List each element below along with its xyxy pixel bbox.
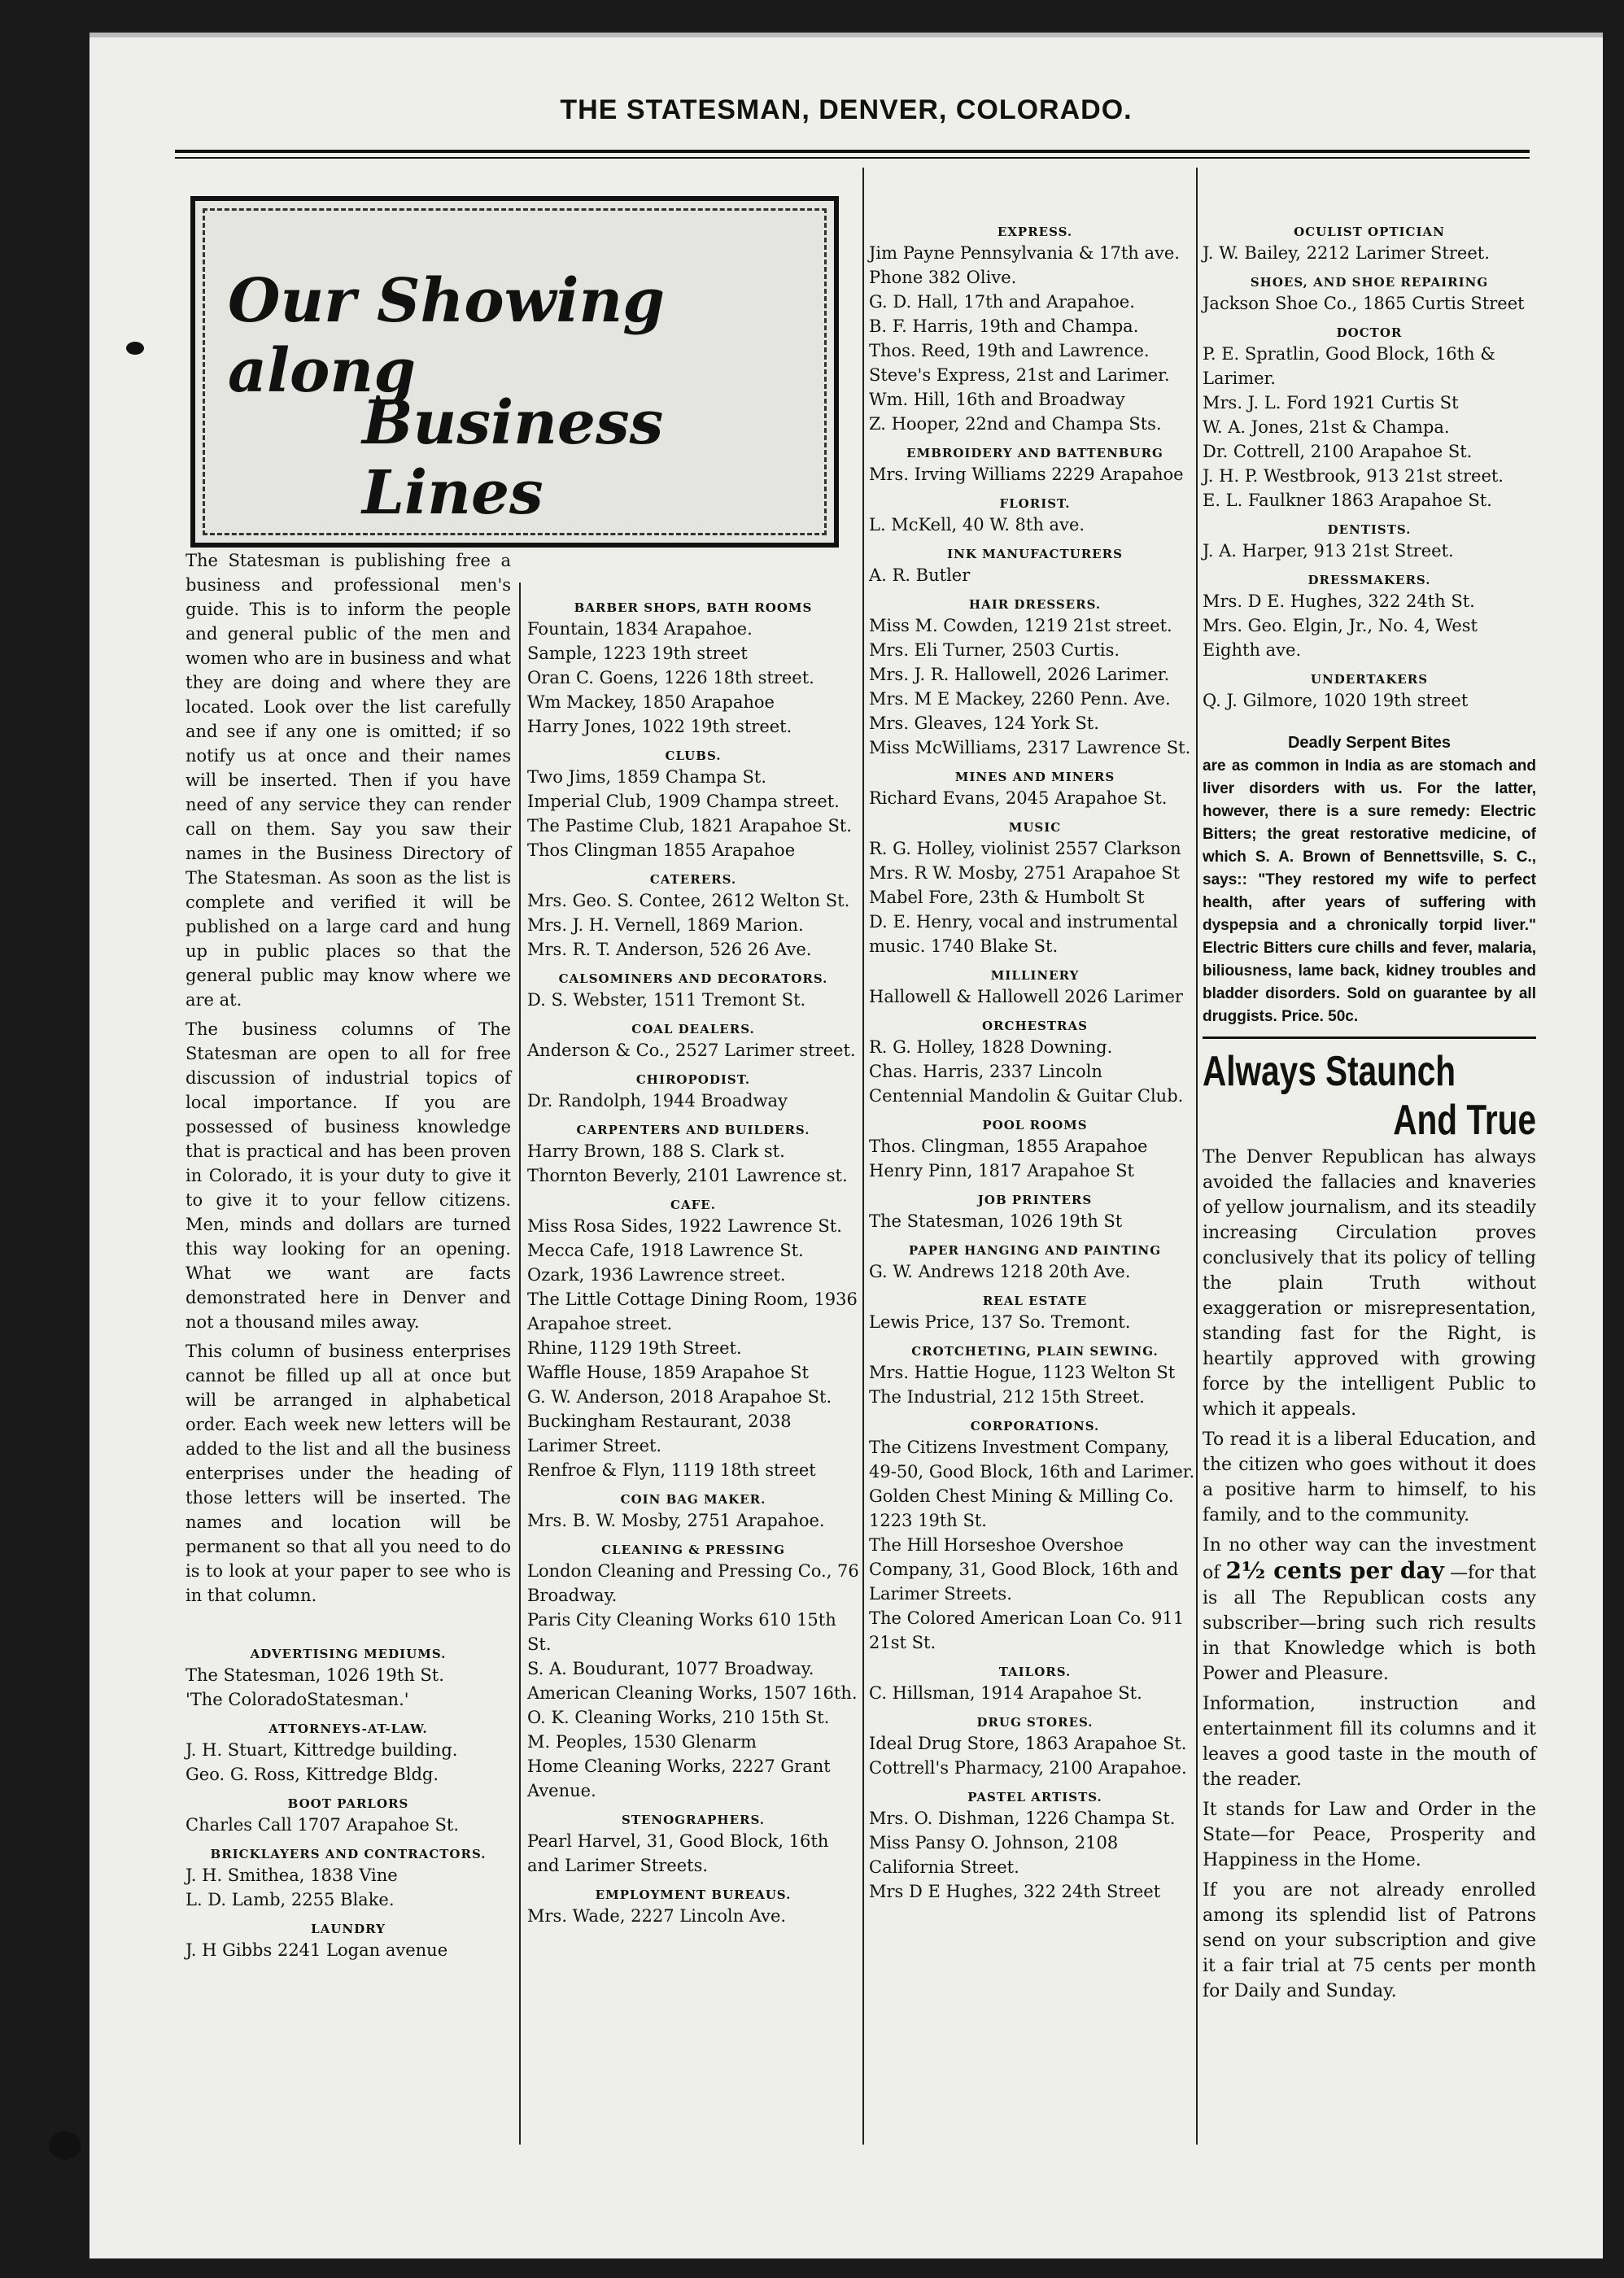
newspaper-page: [89, 33, 1603, 2258]
republican-paragraph: If you are not already enrolled among its splendid list of Patrons send on your subscription and give it a fair trial at 75 cents per month for Daily and Sunday.: [1203, 1880, 1536, 2001]
republican-paragraph: [1203, 1533, 1536, 1687]
directory-sections: [869, 223, 1201, 1904]
directory-entry: Mabel Fore, 23th & Humbolt St: [869, 888, 1145, 907]
directory-entry: Fountain, 1834 Arapahoe.: [527, 619, 753, 639]
ink-spot: [49, 2132, 81, 2159]
directory-entry: Miss Rosa Sides, 1922 Lawrence St.: [527, 1216, 842, 1236]
directory-entry: Jim Payne Pennsylvania & 17th ave. Phone 382 Olive.: [869, 243, 1180, 287]
directory-entry: Mrs. Irving Williams 2229 Arapahoe: [869, 465, 1184, 484]
directory-entry: E. L. Faulkner 1863 Arapahoe St.: [1203, 491, 1492, 510]
column-3: [869, 215, 1201, 1904]
section-heading: ADVERTISING MEDIUMS.: [250, 1647, 447, 1661]
intro-paragraph: The business columns of The Statesman are open to all for free discussion of industrial topics of local importance. If you are possessed of business knowledge that is practical and has been proven in Colorado, it is your duty to give it to give it to your fellow citizens. Men, minds and dollars are turned this way looking for an opening. What we want are facts demonstrated here in Denver and not a thousand miles away.: [186, 1019, 511, 1332]
directory-entry: C. Hillsman, 1914 Arapahoe St.: [869, 1683, 1142, 1703]
republican-text: —for that is all The Republican costs any subscriber—bring such rich results in that Knowledge which is both Power and Pleasure.: [1203, 1563, 1536, 1684]
ink-spot: [126, 342, 144, 355]
directory-entry: J. H. P. Westbrook, 913 21st street.: [1203, 466, 1504, 486]
directory-entry: Z. Hooper, 22nd and Champa Sts.: [869, 414, 1162, 434]
directory-entry: Pearl Harvel, 31, Good Block, 16th and Larimer Streets.: [527, 1831, 829, 1875]
directory-entry: Thornton Beverly, 2101 Lawrence st.: [527, 1166, 848, 1185]
directory-entry: Mrs. Geo. S. Contee, 2612 Welton St.: [527, 891, 850, 910]
directory-entry: The Little Cottage Dining Room, 1936 Arapahoe street.: [527, 1290, 858, 1333]
republican-paragraph: To read it is a liberal Education, and the citizen who goes without it does a positive harm to himself, to his family, and to the community.: [1203, 1429, 1536, 1525]
republican-paragraph: It stands for Law and Order in the State—for Peace, Prosperity and Happiness in the Home.: [1203, 1800, 1536, 1870]
directory-entry: Dr. Cottrell, 2100 Arapahoe St.: [1203, 442, 1473, 461]
directory-entry: S. A. Boudurant, 1077 Broadway.: [527, 1659, 814, 1678]
column-4: [1203, 215, 1536, 2009]
directory-entry: Chas. Harris, 2337 Lincoln: [869, 1062, 1102, 1081]
column-2: [527, 591, 859, 1928]
staunch-heading-2: And True: [1393, 1097, 1536, 1144]
directory-entry: Thos. Clingman, 1855 Arapahoe: [869, 1137, 1148, 1156]
directory-entry: Mecca Cafe, 1918 Lawrence St.: [527, 1241, 804, 1260]
directory-entry: The Pastime Club, 1821 Arapahoe St.: [527, 816, 852, 836]
directory-sections: [527, 599, 859, 1928]
directory-sections: [186, 1645, 511, 1962]
directory-entry: Mrs. J. H. Vernell, 1869 Marion.: [527, 915, 804, 935]
section-heading: LAUNDRY: [311, 1922, 386, 1936]
directory-entry: Mrs. R. T. Anderson, 526 26 Ave.: [527, 940, 812, 959]
directory-entry: Wm Mackey, 1850 Arapahoe: [527, 692, 775, 712]
staunch-heading-1: Always Staunch: [1203, 1048, 1456, 1095]
section-heading: CROTCHETING, PLAIN SEWING.: [911, 1344, 1159, 1359]
directory-entry: Geo. G. Ross, Kittredge Bldg.: [186, 1765, 439, 1784]
section-heading: CLEANING & PRESSING: [601, 1543, 785, 1557]
directory-entry: R. G. Holley, violinist 2557 Clarkson: [869, 839, 1181, 858]
directory-entry: Oran C. Goens, 1226 18th street.: [527, 668, 814, 687]
section-heading: EMPLOYMENT BUREAUS.: [595, 1887, 792, 1902]
directory-entry: Ozark, 1936 Lawrence street.: [527, 1265, 786, 1285]
section-heading: DENTISTS.: [1327, 522, 1412, 537]
directory-entry: Imperial Club, 1909 Champa street.: [527, 792, 840, 811]
directory-entry: L. D. Lamb, 2255 Blake.: [186, 1890, 395, 1909]
column-1: [186, 548, 511, 1962]
directory-entry: J. H. Stuart, Kittredge building.: [186, 1740, 458, 1760]
directory-entry: Miss McWilliams, 2317 Lawrence St.: [869, 738, 1191, 757]
section-heading: STENOGRAPHERS.: [622, 1813, 765, 1827]
directory-entry: Hallowell & Hallowell 2026 Larimer: [869, 987, 1183, 1006]
directory-entry: Jackson Shoe Co., 1865 Curtis Street: [1203, 294, 1525, 313]
directory-entry: Lewis Price, 137 So. Tremont.: [869, 1312, 1131, 1332]
directory-entry: American Cleaning Works, 1507 16th.: [527, 1683, 858, 1703]
directory-entry: Mrs. Wade, 2227 Lincoln Ave.: [527, 1906, 787, 1926]
masthead-rule: [175, 150, 1530, 153]
intro-paragraph: The Statesman is publishing free a business and professional men's guide. This is to inform the people and general public of the men and women who are in business and what they are doing and where they are located. Look over the list carefully and see if any one is omitted; if so notify us at once and their names will be inserted. Then if you have need of any service they can render call on them. Say you saw their names in the Business Directory of The Statesman. As soon as the list is complete and verified it will be published on a large card and hung up in public places so that the general public may know where we are at.: [186, 551, 511, 1010]
directory-entry: Mrs D E Hughes, 322 24th Street: [869, 1882, 1161, 1901]
column-rule-1: [519, 583, 521, 2145]
masthead-rule-thin: [175, 157, 1530, 159]
directory-entry: Mrs. D E. Hughes, 322 24th St.: [1203, 591, 1475, 611]
directory-entry: Rhine, 1129 19th Street.: [527, 1338, 742, 1358]
section-heading: FLORIST.: [999, 496, 1071, 511]
directory-entry: The Citizens Investment Company, 49-50, Good Block, 16th and Larimer.: [869, 1438, 1195, 1482]
directory-entry: Mrs. M E Mackey, 2260 Penn. Ave.: [869, 689, 1171, 709]
directory-entry: L. McKell, 40 W. 8th ave.: [869, 515, 1085, 535]
directory-entry: Ideal Drug Store, 1863 Arapahoe St.: [869, 1734, 1187, 1753]
directory-entry: Mrs. O. Dishman, 1226 Champa St.: [869, 1809, 1176, 1828]
directory-entry: Mrs. Eli Turner, 2503 Curtis.: [869, 640, 1120, 660]
section-heading: CARPENTERS AND BUILDERS.: [576, 1123, 810, 1137]
directory-entry: B. F. Harris, 19th and Champa.: [869, 316, 1139, 336]
directory-entry: Sample, 1223 19th street: [527, 644, 748, 663]
section-heading: DRESSMAKERS.: [1307, 573, 1431, 587]
section-heading: COIN BAG MAKER.: [620, 1492, 766, 1507]
directory-entry: The Industrial, 212 15th Street.: [869, 1387, 1145, 1407]
section-heading: PAPER HANGING AND PAINTING: [908, 1243, 1162, 1258]
directory-entry: W. A. Jones, 21st & Champa.: [1203, 417, 1450, 437]
directory-entry: J. W. Bailey, 2212 Larimer Street.: [1203, 243, 1490, 263]
section-heading: MILLINERY: [990, 968, 1080, 983]
directory-entry: Richard Evans, 2045 Arapahoe St.: [869, 788, 1168, 808]
directory-entry: M. Peoples, 1530 Glenarm: [527, 1732, 757, 1752]
section-heading: OCULIST OPTICIAN: [1294, 225, 1445, 239]
directory-entry: Thos Clingman 1855 Arapahoe: [527, 840, 796, 860]
directory-entry: London Cleaning and Pressing Co., 76 Broadway.: [527, 1561, 859, 1605]
directory-entry: Golden Chest Mining & Milling Co. 1223 19th St.: [869, 1486, 1174, 1530]
section-heading: COAL DEALERS.: [631, 1022, 755, 1036]
directory-entry: D. E. Henry, vocal and instrumental music. 1740 Blake St.: [869, 912, 1178, 956]
section-heading: EMBROIDERY AND BATTENBURG: [906, 446, 1163, 460]
directory-entry: Mrs. R W. Mosby, 2751 Arapahoe St: [869, 863, 1181, 883]
section-heading: MINES AND MINERS: [954, 770, 1115, 784]
banner-line-1: Our Showing along: [228, 266, 665, 406]
directory-entry: Q. J. Gilmore, 1020 19th street: [1203, 691, 1469, 710]
directory-entry: Miss Pansy O. Johnson, 2108 California Street.: [869, 1833, 1119, 1877]
directory-entry: Mrs. B. W. Mosby, 2751 Arapahoe.: [527, 1511, 825, 1530]
republican-paragraph: Information, instruction and entertainment fill its columns and it leaves a good taste in the mouth of the reader.: [1203, 1694, 1536, 1790]
serpent-advert: are as common in India as are stomach and liver disorders with us. For the latter, however, there is a sure remedy: Electric Bitters; the great restorative medicine, of which S. A. Brown of Bennettsville, S. C., says:: "They restored my wife to perfect health, after years of suffering with dyspepsia and a chronically torpid liver." Electric Bitters cure chills and fever, malaria, biliousness, lame back, kidney troubles and bladder disorders. Sold on guarantee by all druggists. Price. 50c.: [1203, 757, 1536, 1025]
section-heading: INK MANUFACTURERS: [947, 547, 1123, 561]
intro-paragraph: This column of business enterprises cannot be filled up all at once but will be arranged in alphabetical order. Each week new letters will be added to the list and all the business enterprises under the heading of those letters will be inserted. The names and location will be permanent so that all you need to do is to look at your paper to see who is in that column.: [186, 1342, 511, 1605]
masthead: THE STATESMAN, DENVER, COLORADO.: [560, 94, 1133, 125]
directory-entry: J. H. Smithea, 1838 Vine: [186, 1866, 398, 1885]
section-heading: ATTORNEYS-AT-LAW.: [268, 1722, 428, 1736]
directory-entry: The Colored American Loan Co. 911 21st St.: [869, 1608, 1185, 1652]
directory-entry: Henry Pinn, 1817 Arapahoe St: [869, 1161, 1134, 1180]
directory-entry: Charles Call 1707 Arapahoe St.: [186, 1815, 460, 1835]
serpent-heading: Deadly Serpent Bites: [1287, 734, 1452, 752]
directory-entry: G. D. Hall, 17th and Arapahoe.: [869, 292, 1135, 312]
section-heading: MUSIC: [1008, 820, 1062, 835]
directory-entry: Wm. Hill, 16th and Broadway: [869, 390, 1125, 409]
price-highlight: 2½ cents per day: [1225, 1557, 1444, 1584]
section-heading: CAFE.: [670, 1198, 716, 1212]
section-heading: DOCTOR: [1336, 325, 1403, 340]
directory-entry: Anderson & Co., 2527 Larimer street.: [527, 1041, 856, 1060]
section-heading: CLUBS.: [665, 748, 722, 763]
directory-entry: R. G. Holley, 1828 Downing.: [869, 1037, 1113, 1057]
section-heading: CHIROPODIST.: [635, 1072, 751, 1087]
directory-entry: Mrs. J. L. Ford 1921 Curtis St: [1203, 393, 1459, 412]
directory-entry: Steve's Express, 21st and Larimer.: [869, 365, 1170, 385]
directory-entry: P. E. Spratlin, Good Block, 16th & Larimer.: [1203, 344, 1495, 388]
section-heading: BOOT PARLORS: [287, 1796, 409, 1811]
section-heading: BRICKLAYERS AND CONTRACTORS.: [210, 1847, 487, 1861]
column-rule-2: [862, 168, 864, 2145]
section-heading: HAIR DRESSERS.: [968, 597, 1102, 612]
directory-entry: O. K. Cleaning Works, 210 15th St.: [527, 1708, 830, 1727]
directory-entry: Mrs. J. R. Hallowell, 2026 Larimer.: [869, 665, 1170, 684]
section-heading: REAL ESTATE: [982, 1294, 1088, 1308]
directory-entry: J. H Gibbs 2241 Logan avenue: [186, 1940, 448, 1960]
section-heading: SHOES, AND SHOE REPAIRING: [1250, 275, 1489, 290]
directory-entry: Renfroe & Flyn, 1119 18th street: [527, 1460, 816, 1480]
republican-paragraph: The Denver Republican has always avoided the fallacies and knaveries of yellow journalism, and its steadily increasing Circulation proves conclusively that its policy of telling the plain Truth without exaggeration or misrepresentation, standing fast for the Right, is heartily approved with growing force by the intelligent Public to which it appeals.: [1203, 1147, 1536, 1420]
section-heading: PASTEL ARTISTS.: [967, 1790, 1102, 1805]
section-heading: CALSOMINERS AND DECORATORS.: [558, 971, 828, 986]
section-heading: JOB PRINTERS: [977, 1193, 1093, 1207]
section-heading: TAILORS.: [998, 1665, 1072, 1679]
section-heading: POOL ROOMS: [982, 1118, 1088, 1132]
section-heading: UNDERTAKERS: [1310, 672, 1429, 687]
directory-entry: The Statesman, 1026 19th St: [869, 1211, 1123, 1231]
directory-entry: Mrs. Geo. Elgin, Jr., No. 4, West Eighth ave.: [1203, 616, 1478, 660]
business-lines-banner: [190, 196, 839, 548]
section-heading: CORPORATIONS.: [970, 1419, 1100, 1434]
directory-entry: Buckingham Restaurant, 2038 Larimer Street.: [527, 1412, 792, 1455]
directory-entry: Mrs. Gleaves, 124 York St.: [869, 714, 1099, 733]
directory-entry: G. W. Andrews 1218 20th Ave.: [869, 1262, 1131, 1281]
section-heading: CATERERS.: [649, 872, 737, 887]
directory-entry: Two Jims, 1859 Champa St.: [527, 767, 767, 787]
section-divider: [1203, 1036, 1536, 1039]
directory-entry: J. A. Harper, 913 21st Street.: [1203, 541, 1454, 561]
section-heading: ORCHESTRAS: [981, 1019, 1088, 1033]
section-heading: BARBER SHOPS, BATH ROOMS: [574, 600, 813, 615]
directory-sections: [1203, 223, 1536, 713]
directory-entry: D. S. Webster, 1511 Tremont St.: [527, 990, 806, 1010]
directory-entry: Home Cleaning Works, 2227 Grant Avenue.: [527, 1757, 831, 1800]
section-heading: DRUG STORES.: [976, 1715, 1094, 1730]
directory-entry: Centennial Mandolin & Guitar Club.: [869, 1086, 1184, 1106]
directory-entry: Mrs. Hattie Hogue, 1123 Welton St: [869, 1363, 1176, 1382]
directory-entry: 'The ColoradoStatesman.': [186, 1690, 409, 1709]
directory-entry: Miss M. Cowden, 1219 21st street.: [869, 616, 1172, 635]
directory-entry: Cottrell's Pharmacy, 2100 Arapahoe.: [869, 1758, 1187, 1778]
republican-advert: [1203, 1145, 1536, 2004]
republican-text: In no other way can the investment of: [1203, 1535, 1536, 1583]
directory-entry: Dr. Randolph, 1944 Broadway: [527, 1091, 788, 1111]
directory-entry: The Hill Horseshoe Overshoe Company, 31, Good Block, 16th and Larimer Streets.: [869, 1535, 1179, 1604]
directory-entry: A. R. Butler: [869, 565, 971, 585]
banner-line-2: Business Lines: [362, 388, 664, 528]
directory-entry: Thos. Reed, 19th and Lawrence.: [869, 341, 1150, 360]
directory-entry: Waffle House, 1859 Arapahoe St: [527, 1363, 809, 1382]
directory-entry: The Statesman, 1026 19th St.: [186, 1665, 444, 1685]
directory-entry: G. W. Anderson, 2018 Arapahoe St.: [527, 1387, 832, 1407]
directory-entry: Harry Jones, 1022 19th street.: [527, 717, 792, 736]
directory-entry: Paris City Cleaning Works 610 15th St.: [527, 1610, 836, 1654]
section-heading: EXPRESS.: [997, 225, 1073, 239]
directory-entry: Harry Brown, 188 S. Clark st.: [527, 1141, 785, 1161]
